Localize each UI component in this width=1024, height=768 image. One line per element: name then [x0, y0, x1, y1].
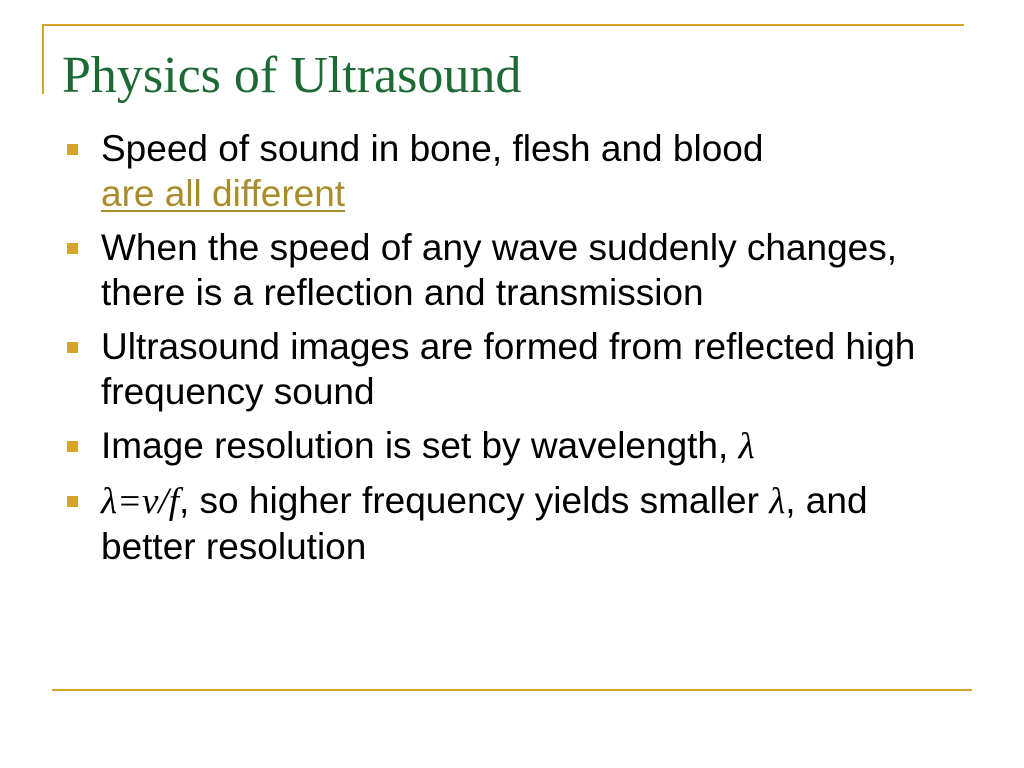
bullet-item-resolution	[64, 423, 964, 469]
square-bullet-icon	[67, 243, 78, 254]
slide-title: Physics of Ultrasound	[62, 47, 522, 104]
bottom-frame-line	[52, 689, 972, 691]
bullet-text: Speed of sound in bone, flesh and blood	[101, 128, 764, 169]
bullet-text: , and better resolution	[101, 480, 868, 567]
different-speeds-link[interactable]: are all different	[101, 173, 346, 214]
left-frame-line	[42, 24, 44, 94]
bullet-text: Image resolution is set by wavelength,	[101, 425, 729, 466]
square-bullet-icon	[67, 496, 78, 507]
bullet-item-speed-of-sound	[64, 126, 964, 216]
bullet-list	[64, 126, 964, 578]
square-bullet-icon	[67, 441, 78, 452]
square-bullet-icon	[67, 144, 78, 155]
bullet-item-image-formation	[64, 324, 964, 414]
lambda-symbol: λ	[738, 426, 755, 467]
lambda-symbol: λ	[769, 481, 786, 522]
bullet-item-wavelength-formula	[64, 478, 964, 569]
wavelength-formula: λ=v/f	[101, 481, 179, 522]
bullet-item-reflection	[64, 225, 964, 315]
top-frame-line	[42, 24, 964, 26]
bullet-text: , so higher frequency yields smaller	[178, 480, 759, 521]
bullet-text: When the speed of any wave suddenly changes, there is a reflection and transmission	[101, 227, 898, 313]
square-bullet-icon	[67, 342, 78, 353]
bullet-text: Ultrasound images are formed from reflected high frequency sound	[101, 326, 916, 412]
